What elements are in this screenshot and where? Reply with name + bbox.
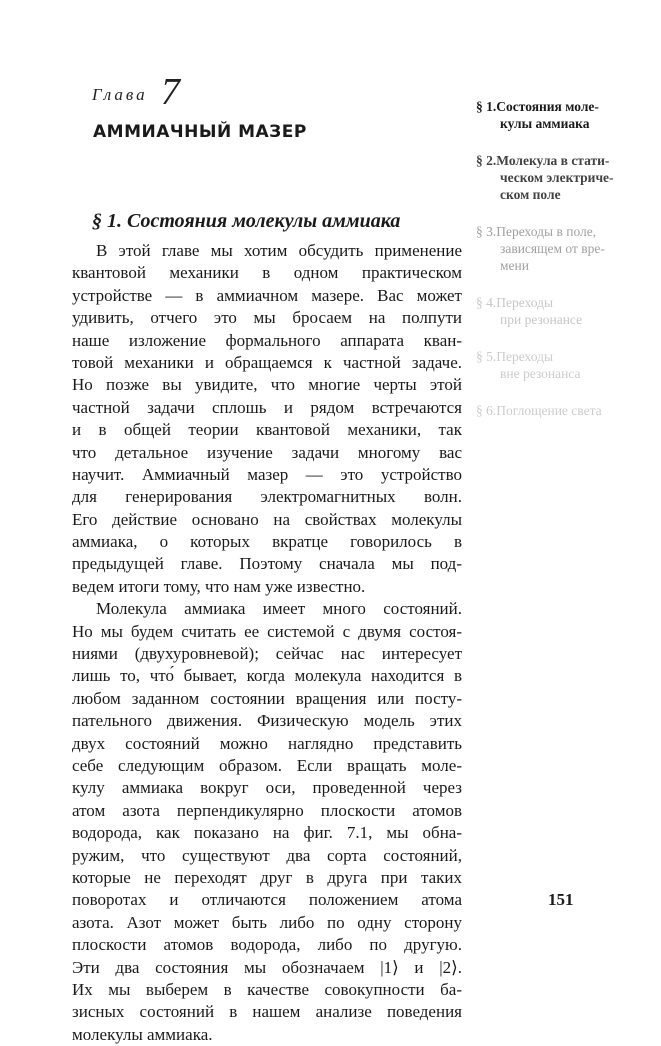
body-line: лишь то, что́ бывает, когда молекула находится в bbox=[72, 666, 462, 686]
body-line: пательного движения. Физическую модель этих bbox=[72, 711, 462, 731]
body-line: атом азота перпендикулярно плоскости атомов bbox=[72, 800, 462, 820]
body-line: и в общей теории квантовой механики, так bbox=[72, 420, 462, 440]
toc-item-line: § 2.Молекула в стати- bbox=[476, 153, 610, 168]
body-line: В этой главе мы хотим обсудить применение bbox=[96, 241, 462, 260]
body-line: которые не переходят друг в друга при таких bbox=[72, 867, 462, 887]
body-line: Но позже вы увидите, что многие черты этой bbox=[72, 375, 462, 395]
chapter-label bbox=[92, 70, 180, 114]
toc-item-line: § 5.Переходы bbox=[476, 349, 554, 364]
toc-item-line: § 6.Поглощение света bbox=[476, 403, 602, 418]
toc-item-line: § 3.Переходы в поле, bbox=[476, 224, 597, 239]
body-line: аммиака, о которых вкратце говорилось в bbox=[72, 532, 462, 552]
toc-item-section-2[interactable] bbox=[476, 152, 656, 203]
body-line: частной задачи сплошь и рядом встречаются bbox=[72, 397, 462, 417]
body-line: товой механики и обращаемся к частной задаче. bbox=[72, 352, 462, 372]
toc-item-line: зависящем от вре- bbox=[500, 241, 605, 256]
body-line: квантовой механики в одном практическом bbox=[72, 263, 462, 283]
body-line: для генерирования электромагнитных волн. bbox=[72, 487, 462, 507]
chapter-number: 7 bbox=[160, 71, 180, 113]
body-line: себе следующим образом. Если вращать моле- bbox=[72, 755, 462, 775]
body-line: Их мы выберем в качестве совокупности ба- bbox=[72, 979, 462, 999]
body-line: молекулы аммиака. bbox=[72, 1024, 213, 1044]
toc-item-section-6[interactable] bbox=[476, 402, 656, 419]
toc-item-section-4[interactable] bbox=[476, 294, 656, 328]
body-line: Но мы будем считать ее системой с двумя состоя- bbox=[72, 621, 462, 641]
table-of-contents bbox=[476, 98, 656, 439]
body-line: Эти два состояния мы обозначаем |1⟩ и |2⟩. bbox=[72, 957, 462, 977]
body-line: Его действие основано на свойствах молекулы bbox=[72, 509, 462, 529]
body-line: Молекула аммиака имеет много состояний. bbox=[96, 599, 462, 619]
page-number: 151 bbox=[548, 890, 574, 909]
body-line: водорода, как показано на фиг. 7.1, мы обна- bbox=[72, 823, 462, 843]
section-heading: § 1. Состояния молекулы аммиака bbox=[92, 210, 401, 232]
body-text bbox=[72, 240, 462, 1046]
body-line: что детальное изучение задачи многому вас bbox=[72, 442, 462, 462]
body-line: любом заданном состоянии вращения или посту- bbox=[72, 688, 462, 708]
toc-item-line: ском поле bbox=[500, 187, 561, 202]
toc-item-line: кулы аммиака bbox=[500, 116, 590, 131]
toc-item-line: вне резонанса bbox=[500, 366, 581, 381]
body-line: ведем итоги тому, что нам уже известно. bbox=[72, 576, 366, 596]
body-line: двух состояний можно наглядно представить bbox=[72, 733, 462, 753]
body-line: устройстве — в аммиачном мазере. Вас может bbox=[72, 285, 462, 305]
chapter-label-text: Глава bbox=[92, 85, 148, 104]
toc-item-line: § 4.Переходы bbox=[476, 295, 554, 310]
body-line: ружим, что существуют два сорта состояний, bbox=[72, 845, 462, 865]
body-line: плоскости атомов водорода, либо по другую. bbox=[72, 935, 462, 955]
body-line: ниями (двухуровневой); сейчас нас интересует bbox=[72, 644, 462, 664]
body-line: поворотах и отличаются положением атома bbox=[72, 890, 462, 910]
toc-item-line: при резонансе bbox=[500, 312, 583, 327]
toc-item-line: § 1.Состояния моле- bbox=[476, 99, 599, 114]
body-line: зисных состояний в нашем анализе поведения bbox=[72, 1002, 462, 1022]
toc-item-section-1[interactable] bbox=[476, 98, 656, 132]
toc-item-section-5[interactable] bbox=[476, 348, 656, 382]
body-line: наше изложение формального аппарата кван- bbox=[72, 330, 462, 350]
body-line: кулу аммиака вокруг оси, проведенной через bbox=[72, 778, 462, 798]
body-line: предыдущей главе. Поэтому сначала мы под- bbox=[72, 554, 462, 574]
toc-item-line: ческом электриче- bbox=[500, 170, 614, 185]
body-line: научит. Аммиачный мазер — это устройство bbox=[72, 464, 462, 484]
body-line: удивить, отчего это мы бросаем на полпути bbox=[72, 308, 462, 328]
chapter-title: АММИАЧНЫЙ МАЗЕР bbox=[93, 122, 307, 142]
toc-item-line: мени bbox=[500, 258, 529, 273]
toc-item-section-3[interactable] bbox=[476, 223, 656, 274]
body-line: азота. Азот может быть либо по одну сторону bbox=[72, 912, 462, 932]
